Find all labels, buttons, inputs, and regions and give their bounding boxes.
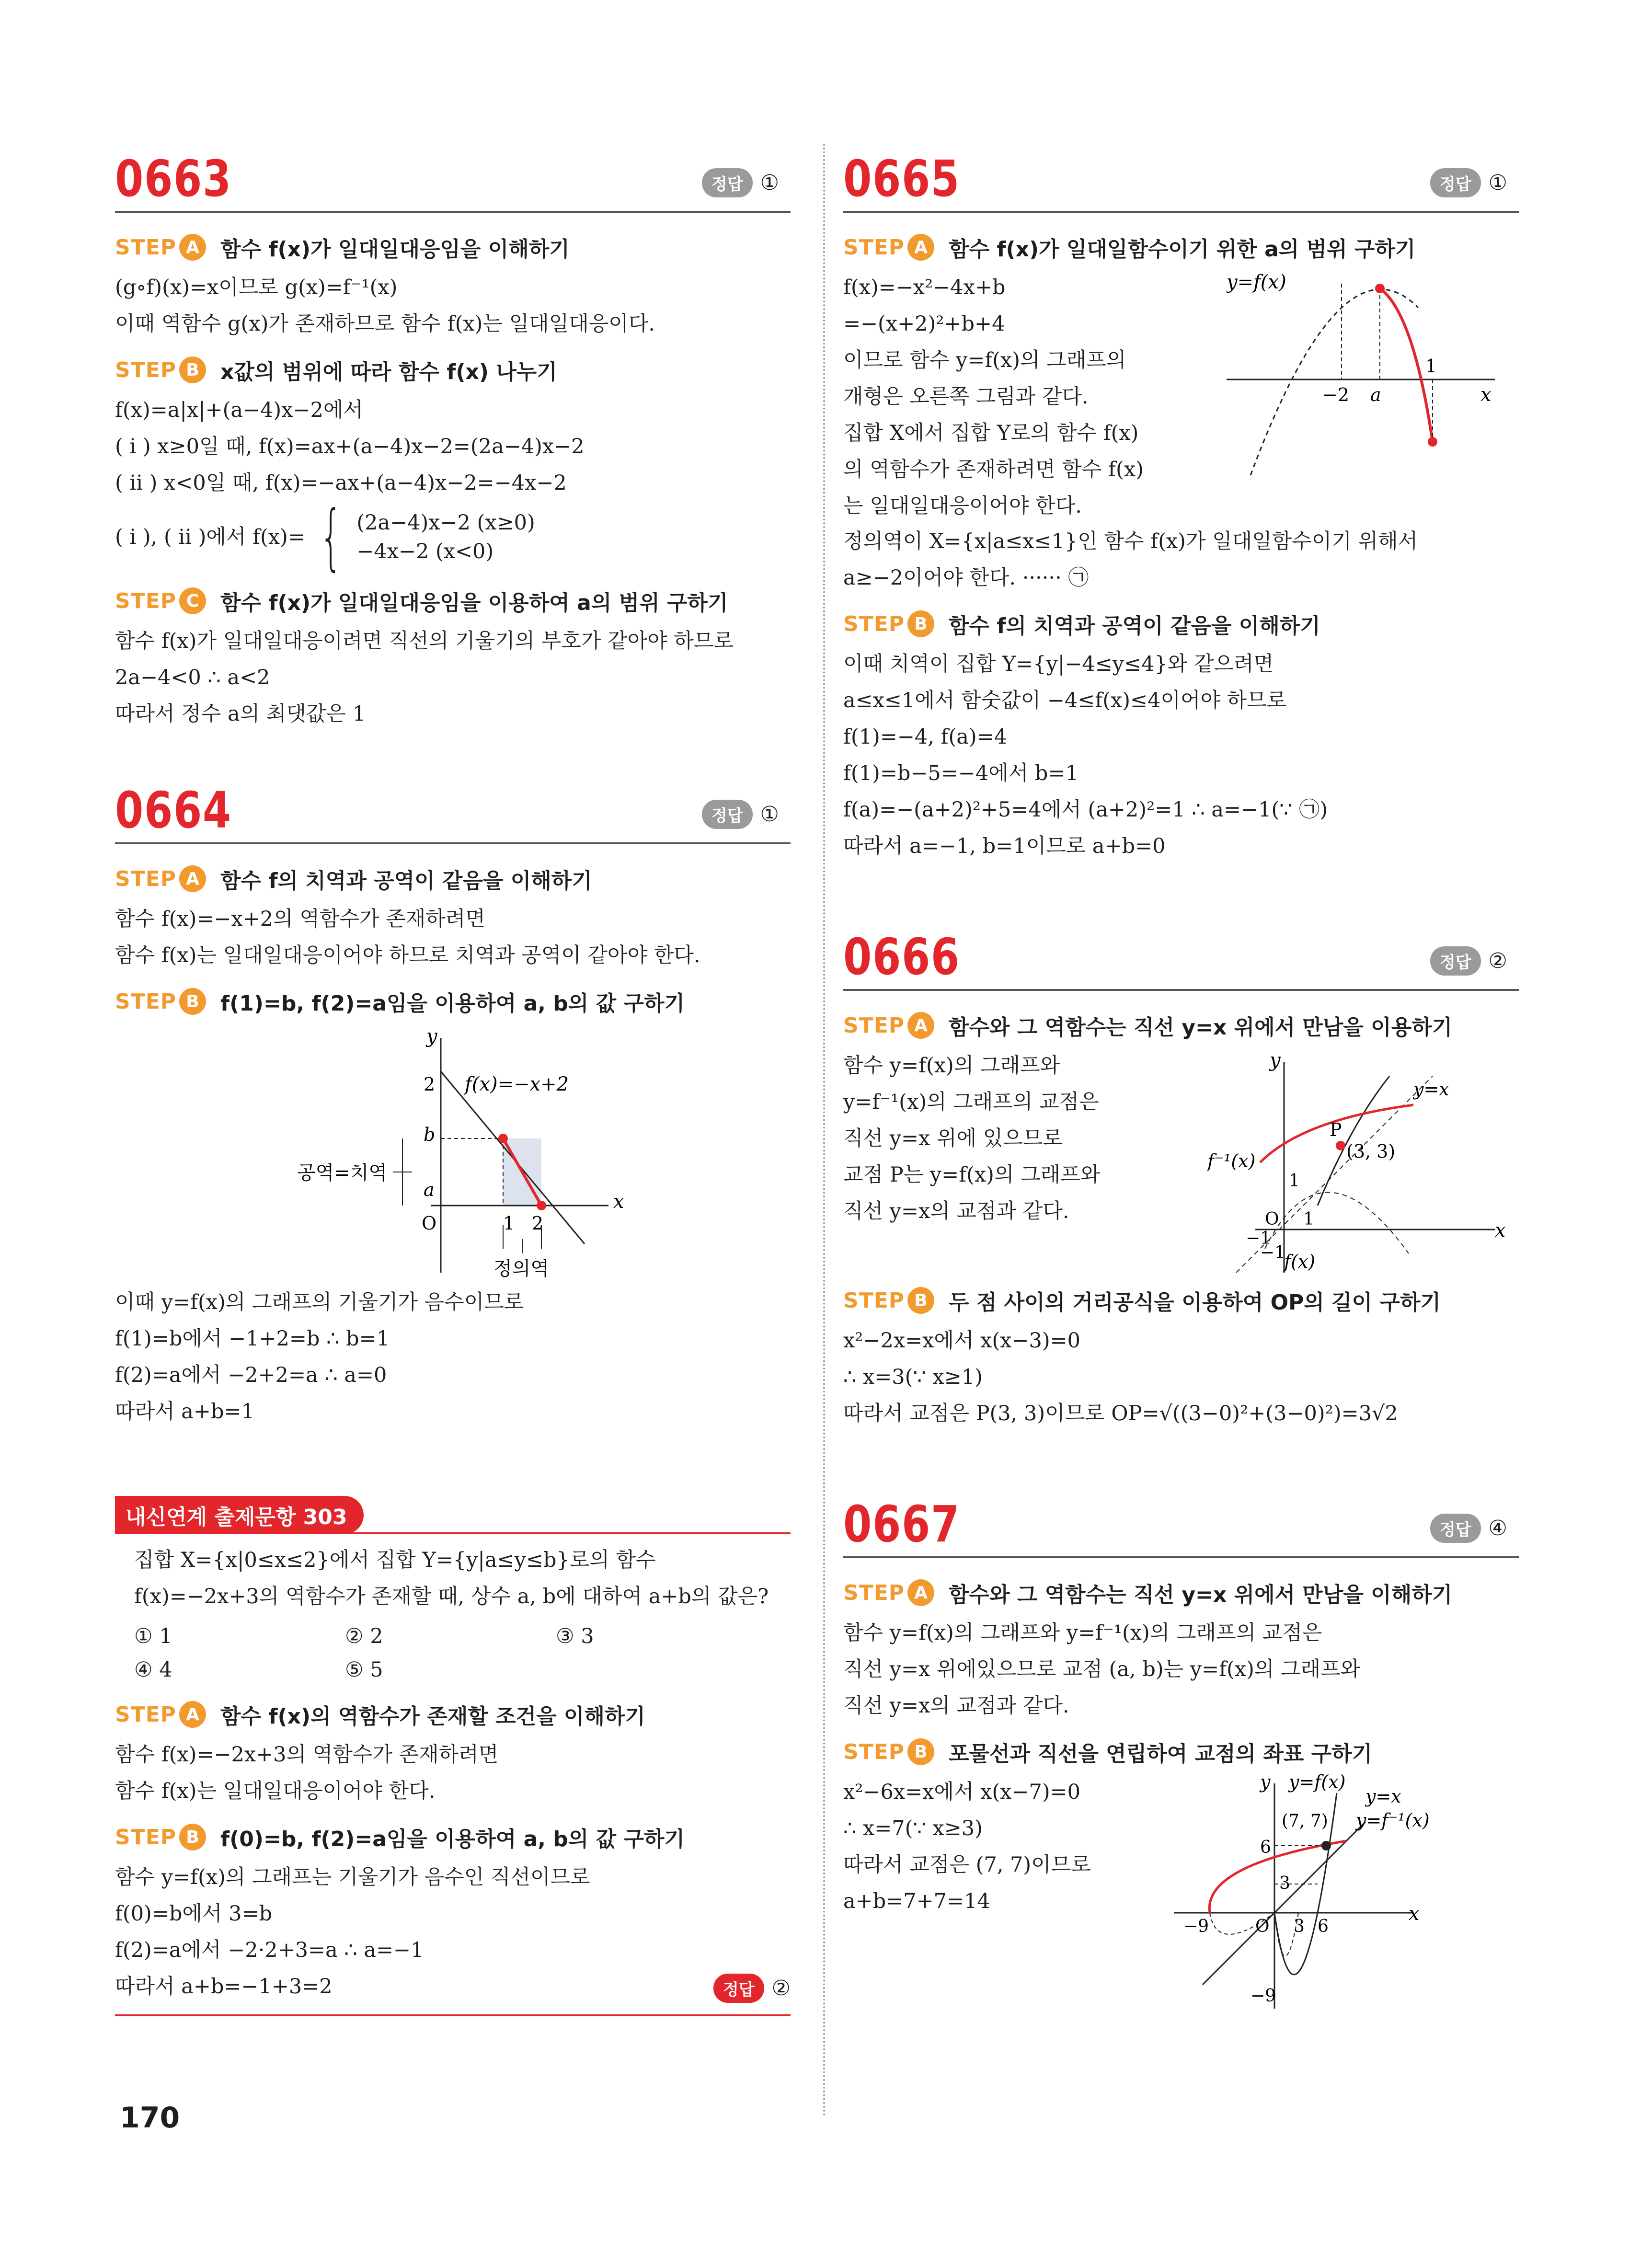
choice-4[interactable]: ④ 4 xyxy=(134,1658,172,1682)
parabola-dashed xyxy=(1250,289,1418,475)
solution-line: 따라서 a+b=1 xyxy=(115,1400,254,1424)
solution-line: 함수 f(x)=−x+2의 역함수가 존재하려면 xyxy=(115,907,485,931)
endpoint-dot xyxy=(498,1134,508,1143)
problem-0663 xyxy=(115,139,791,732)
solution-line: =−(x+2)²+b+4 xyxy=(843,312,1005,336)
solution-line: f(0)=b에서 3=b xyxy=(115,1902,273,1926)
tick-label: −2 xyxy=(1322,384,1350,405)
step-title: 함수 f의 치역과 공역이 같음을 이해하기 xyxy=(220,869,592,893)
point-coord: (3, 3) xyxy=(1346,1141,1396,1162)
problem-number: 0666 xyxy=(843,928,960,986)
problem-header xyxy=(843,139,1519,213)
endpoint-dot xyxy=(1428,437,1437,447)
step-word: STEP xyxy=(115,357,177,382)
tick-label: 6 xyxy=(1260,1838,1271,1857)
answer-value: ② xyxy=(1488,949,1507,973)
step-title: 함수 f(x)가 일대일대응임을 이용하여 a의 범위 구하기 xyxy=(220,591,728,615)
problem-header xyxy=(843,917,1519,991)
piecewise-function xyxy=(115,495,791,579)
solution-line: 함수 y=f(x)의 그래프와 xyxy=(843,1054,1060,1078)
step-word: STEP xyxy=(115,989,177,1014)
step-letter-badge: A xyxy=(179,1701,206,1728)
step-word: STEP xyxy=(115,235,177,260)
function-label: y=f(x) xyxy=(1227,271,1286,293)
step-letter-badge: A xyxy=(907,1579,934,1606)
axis-label: x xyxy=(1495,1219,1506,1241)
step-letter-badge: B xyxy=(179,1824,206,1850)
solution-line: 정의역이 X={x|a≤x≤1}인 함수 f(x)가 일대일함수이기 위해서 xyxy=(843,529,1418,553)
solution-line: 집합 X에서 집합 Y로의 함수 f(x) xyxy=(843,421,1139,445)
step-letter-badge: A xyxy=(179,865,206,892)
solution-line: 함수 f(x)는 일대일대응이어야 한다. xyxy=(115,1779,436,1803)
solution-line: 이때 y=f(x)의 그래프의 기울기가 음수이므로 xyxy=(115,1290,524,1314)
answer-choices xyxy=(134,1620,791,1687)
tick-label: 1 xyxy=(1425,356,1437,377)
tick-label: 1 xyxy=(1303,1209,1314,1229)
axis-label: x xyxy=(1480,384,1491,406)
graph-0667 xyxy=(1174,1774,1509,2013)
piecewise-case: −4x−2 (x<0) xyxy=(356,540,494,563)
page-number: 170 xyxy=(120,2101,180,2135)
solution-line: 이때 역함수 g(x)가 존재하므로 함수 f(x)는 일대일대응이다. xyxy=(115,312,655,336)
step-header xyxy=(843,1736,1519,1767)
solution-line: 직선 y=x 위에있으므로 교점 (a, b)는 y=f(x)의 그래프와 xyxy=(843,1657,1361,1681)
solution-line: ∴ x=3(∵ x≥1) xyxy=(843,1365,983,1389)
problem-number: 0664 xyxy=(115,781,232,839)
step-title: 함수 f(x)의 역함수가 존재할 조건을 이해하기 xyxy=(220,1704,645,1729)
step-header xyxy=(115,355,791,385)
right-column xyxy=(843,139,1519,2013)
answer-indicator xyxy=(1430,946,1507,976)
solution-line: f(2)=a에서 −2+2=a ∴ a=0 xyxy=(115,1363,387,1387)
naesin-box xyxy=(115,1487,791,2016)
step-header xyxy=(115,986,791,1017)
axis-label: y xyxy=(1270,1049,1281,1071)
solution-line: 이때 치역이 집합 Y={y|−4≤y≤4}와 같으려면 xyxy=(843,652,1274,676)
step-word: STEP xyxy=(115,1702,177,1727)
tick-label: −1 xyxy=(1246,1229,1272,1248)
answer-value: ① xyxy=(760,802,779,827)
tick-label: a xyxy=(424,1179,435,1200)
problem-header xyxy=(843,1484,1519,1558)
solution-line: a≥−2이어야 한다. ······ ㉠ xyxy=(843,566,1089,590)
axis-label: y xyxy=(1260,1774,1271,1793)
step-letter-badge: B xyxy=(179,356,206,383)
problem-header xyxy=(115,139,791,213)
box-rule xyxy=(115,2014,791,2016)
answer-value: ① xyxy=(1488,171,1507,195)
solution-line: 직선 y=x의 교점과 같다. xyxy=(843,1694,1069,1718)
step-word: STEP xyxy=(115,866,177,891)
step-letter-badge: A xyxy=(907,1012,934,1039)
curve-label: y=f(x) xyxy=(1289,1774,1346,1793)
problem-number: 0665 xyxy=(843,149,960,208)
step-header xyxy=(843,609,1519,639)
problem-0664 xyxy=(115,770,791,1430)
problem-header xyxy=(115,770,791,844)
step-header xyxy=(843,1577,1519,1608)
axis-label: x xyxy=(1409,1903,1420,1925)
answer-badge: 정답 xyxy=(1430,168,1481,197)
tick-label: 1 xyxy=(1289,1171,1300,1191)
step-title: x값의 범위에 따라 함수 f(x) 나누기 xyxy=(220,360,557,384)
solution-line: 따라서 정수 a의 최댓값은 1 xyxy=(115,702,366,726)
answer-indicator xyxy=(702,168,779,197)
tick-label: 2 xyxy=(532,1213,544,1234)
step-header xyxy=(115,1822,791,1852)
solution-line: 는 일대일대응이어야 한다. xyxy=(843,494,1082,518)
solution-line: f(1)=b−5=−4에서 b=1 xyxy=(843,761,1078,785)
tick-label: −1 xyxy=(1260,1243,1286,1263)
piecewise-prefix: ( i ), ( ii )에서 f(x)= xyxy=(115,525,305,549)
step-letter-badge: C xyxy=(179,587,206,614)
step-title: 함수와 그 역함수는 직선 y=x 위에서 만남을 이용하기 xyxy=(949,1015,1453,1040)
solution-line: 따라서 교점은 (7, 7)이므로 xyxy=(843,1853,1091,1877)
tick-label: b xyxy=(424,1124,436,1145)
choice-5[interactable]: ⑤ 5 xyxy=(345,1658,383,1682)
problem-number: 0667 xyxy=(843,1495,960,1553)
axis-label: x xyxy=(613,1191,624,1213)
solution-line: 교점 P는 y=f(x)의 그래프와 xyxy=(843,1163,1101,1187)
solution-line: 2a−4<0 ∴ a<2 xyxy=(115,666,270,690)
solution-line: 함수 y=f(x)의 그래프는 기울기가 음수인 직선이므로 xyxy=(115,1865,590,1889)
answer-value: ① xyxy=(760,171,779,195)
curve-label: f(x) xyxy=(1284,1251,1316,1272)
question-line: 집합 X={x|0≤x≤2}에서 집합 Y={y|a≤y≤b}로의 함수 xyxy=(134,1548,656,1572)
codomain-label: 공역=치역 xyxy=(297,1162,388,1184)
step-header xyxy=(115,1699,791,1730)
solution-line: 따라서 a+b=−1+3=2 xyxy=(115,1975,333,1999)
solution-line: x²−2x=x에서 x(x−3)=0 xyxy=(843,1329,1080,1353)
solution-line: ∴ x=7(∵ x≥3) xyxy=(843,1816,983,1840)
solution-line: 이므로 함수 y=f(x)의 그래프의 xyxy=(843,348,1126,372)
solution-line: 따라서 교점은 P(3, 3)이므로 OP=√((3−0)²+(3−0)²)=3√2 xyxy=(843,1402,1398,1425)
choice-3[interactable]: ③ 3 xyxy=(556,1624,594,1648)
solution-line: ( i ) x≥0일 때, f(x)=ax+(a−4)x−2=(2a−4)x−2 xyxy=(115,435,585,459)
endpoint-dot xyxy=(1375,284,1385,293)
point-coord: (7, 7) xyxy=(1282,1811,1328,1831)
solution-line: 의 역함수가 존재하려면 함수 f(x) xyxy=(843,458,1144,482)
origin-label: O xyxy=(422,1213,437,1234)
tick-label: −9 xyxy=(1250,1986,1276,2006)
step-word: STEP xyxy=(843,235,905,260)
step-word: STEP xyxy=(843,1739,905,1764)
step-letter-badge: B xyxy=(179,988,206,1015)
piecewise-case: (2a−4)x−2 (x≥0) xyxy=(356,511,535,535)
solution-line: f(a)=−(a+2)²+5=4에서 (a+2)²=1 ∴ a=−1(∵ ㉠) xyxy=(843,798,1328,822)
graph-0664 xyxy=(115,1023,642,1282)
figure-text-block xyxy=(843,1774,1519,2013)
solution-line: ( ii ) x<0일 때, f(x)=−ax+(a−4)x−2=−4x−2 xyxy=(115,471,567,495)
line-label: y=x xyxy=(1365,1786,1401,1807)
endpoint-dot xyxy=(537,1201,546,1210)
solution-line: a+b=7+7=14 xyxy=(843,1889,990,1913)
step-letter-badge: B xyxy=(907,1287,934,1314)
solution-line: 직선 y=x의 교점과 같다. xyxy=(843,1199,1069,1223)
solution-line: f(1)=b에서 −1+2=b ∴ b=1 xyxy=(115,1327,390,1351)
tick-label: 6 xyxy=(1318,1917,1329,1936)
origin-label: O xyxy=(1265,1209,1279,1229)
domain-label: 정의역 xyxy=(493,1258,549,1280)
brace-symbol: { xyxy=(319,495,343,579)
solution-line: f(x)=a|x|+(a−4)x−2에서 xyxy=(115,398,363,422)
intersection-dot xyxy=(1336,1141,1345,1150)
figure-text-block xyxy=(843,1047,1519,1273)
answer-value: ② xyxy=(771,1976,791,2000)
step-header xyxy=(843,1010,1519,1041)
step-header xyxy=(843,1285,1519,1316)
choice-2[interactable]: ② 2 xyxy=(345,1624,383,1648)
parabola-restricted xyxy=(1380,288,1433,442)
step-header xyxy=(115,232,791,263)
solution-line: 함수 y=f(x)의 그래프와 y=f⁻¹(x)의 그래프의 교점은 xyxy=(843,1621,1322,1645)
f-inverse-curve xyxy=(1209,1841,1346,1913)
graph-0666 xyxy=(1207,1047,1514,1273)
step-title: 함수 f(x)가 일대일함수이기 위한 a의 범위 구하기 xyxy=(949,237,1416,262)
column-divider xyxy=(823,144,825,2118)
solution-line: 따라서 a=−1, b=1이므로 a+b=0 xyxy=(843,834,1166,858)
solution-line: x²−6x=x에서 x(x−7)=0 xyxy=(843,1780,1080,1804)
solution-line: 함수 f(x)가 일대일대응이려면 직선의 기울기의 부호가 같아야 하므로 xyxy=(115,629,734,653)
answer-badge: 정답 xyxy=(702,168,753,197)
answer-badge: 정답 xyxy=(1430,1514,1481,1543)
function-label: f(x)=−x+2 xyxy=(465,1073,569,1095)
solution-line: a≤x≤1에서 함숫값이 −4≤f(x)≤4이어야 하므로 xyxy=(843,689,1287,713)
line-label: y=x xyxy=(1413,1079,1449,1100)
tick-label: 3 xyxy=(1294,1917,1305,1936)
solution-line: 함수 f(x)는 일대일대응이어야 하므로 치역과 공역이 같아야 한다. xyxy=(115,943,700,967)
left-column xyxy=(115,139,791,2016)
answer-badge: 정답 xyxy=(1430,946,1481,976)
problem-0666 xyxy=(843,917,1519,1432)
tick-label: a xyxy=(1370,384,1381,405)
solution-line: 개형은 오른쪽 그림과 같다. xyxy=(843,385,1089,409)
curve-label: f⁻¹(x) xyxy=(1207,1150,1256,1172)
step-letter-badge: A xyxy=(179,234,206,261)
tick-label: 3 xyxy=(1279,1873,1290,1893)
step-letter-badge: B xyxy=(907,1738,934,1765)
step-word: STEP xyxy=(115,1825,177,1850)
problem-number: 0663 xyxy=(115,149,232,208)
answer-indicator xyxy=(1430,168,1507,197)
step-word: STEP xyxy=(115,588,177,613)
graph-0665 xyxy=(1227,269,1514,480)
step-word: STEP xyxy=(843,1013,905,1038)
solution-line: 함수 f(x)=−2x+3의 역함수가 존재하려면 xyxy=(115,1743,499,1767)
tick-label: 2 xyxy=(424,1074,436,1095)
step-word: STEP xyxy=(843,1580,905,1605)
step-title: 함수 f(x)가 일대일대응임을 이해하기 xyxy=(220,237,570,262)
question-line: f(x)=−2x+3의 역함수가 존재할 때, 상수 a, b에 대하여 a+b의 값은? xyxy=(134,1585,769,1609)
step-title: 포물선과 직선을 연립하여 교점의 좌표 구하기 xyxy=(949,1742,1373,1766)
step-header xyxy=(115,586,791,616)
solution-line: (g∘f)(x)=x이므로 g(x)=f⁻¹(x) xyxy=(115,276,398,299)
solution-line: 직선 y=x 위에 있으므로 xyxy=(843,1126,1063,1150)
step-letter-badge: A xyxy=(907,234,934,261)
axis-label: y xyxy=(426,1025,437,1047)
step-header xyxy=(843,232,1519,263)
tick-label: −9 xyxy=(1183,1917,1209,1936)
solution-line: y=f⁻¹(x)의 그래프의 교점은 xyxy=(843,1090,1099,1114)
curve-label: y=f⁻¹(x) xyxy=(1356,1810,1430,1831)
answer-badge: 정답 xyxy=(702,800,753,829)
step-word: STEP xyxy=(843,611,905,636)
choice-1[interactable]: ① 1 xyxy=(134,1624,172,1648)
answer-value: ④ xyxy=(1488,1516,1507,1540)
naesin-tag: 내신연계 출제문항 303 xyxy=(115,1496,364,1534)
problem-0667 xyxy=(843,1484,1519,2013)
figure-text-block xyxy=(843,269,1519,557)
answer-indicator xyxy=(702,800,779,829)
step-title: 두 점 사이의 거리공식을 이용하여 OP의 길이 구하기 xyxy=(949,1290,1441,1315)
step-letter-badge: B xyxy=(907,610,934,637)
point-label: P xyxy=(1330,1119,1342,1140)
step-title: f(1)=b, f(2)=a임을 이용하여 a, b의 값 구하기 xyxy=(220,991,685,1016)
step-title: f(0)=b, f(2)=a임을 이용하여 a, b의 값 구하기 xyxy=(220,1827,685,1851)
intersection-dot xyxy=(1321,1841,1331,1850)
step-title: 함수와 그 역함수는 직선 y=x 위에서 만남을 이해하기 xyxy=(949,1583,1453,1607)
problem-0665 xyxy=(843,139,1519,864)
tick-label: 1 xyxy=(503,1213,515,1234)
origin-label: O xyxy=(1255,1917,1270,1936)
answer-badge: 정답 xyxy=(713,1974,764,2003)
step-title: 함수 f의 치역과 공역이 같음을 이해하기 xyxy=(949,614,1320,638)
step-word: STEP xyxy=(843,1288,905,1313)
solution-line: f(2)=a에서 −2·2+3=a ∴ a=−1 xyxy=(115,1938,424,1962)
step-header xyxy=(115,863,791,894)
solution-line: f(1)=−4, f(a)=4 xyxy=(843,725,1008,749)
answer-indicator xyxy=(1430,1514,1507,1543)
solution-line: f(x)=−x²−4x+b xyxy=(843,276,1006,299)
